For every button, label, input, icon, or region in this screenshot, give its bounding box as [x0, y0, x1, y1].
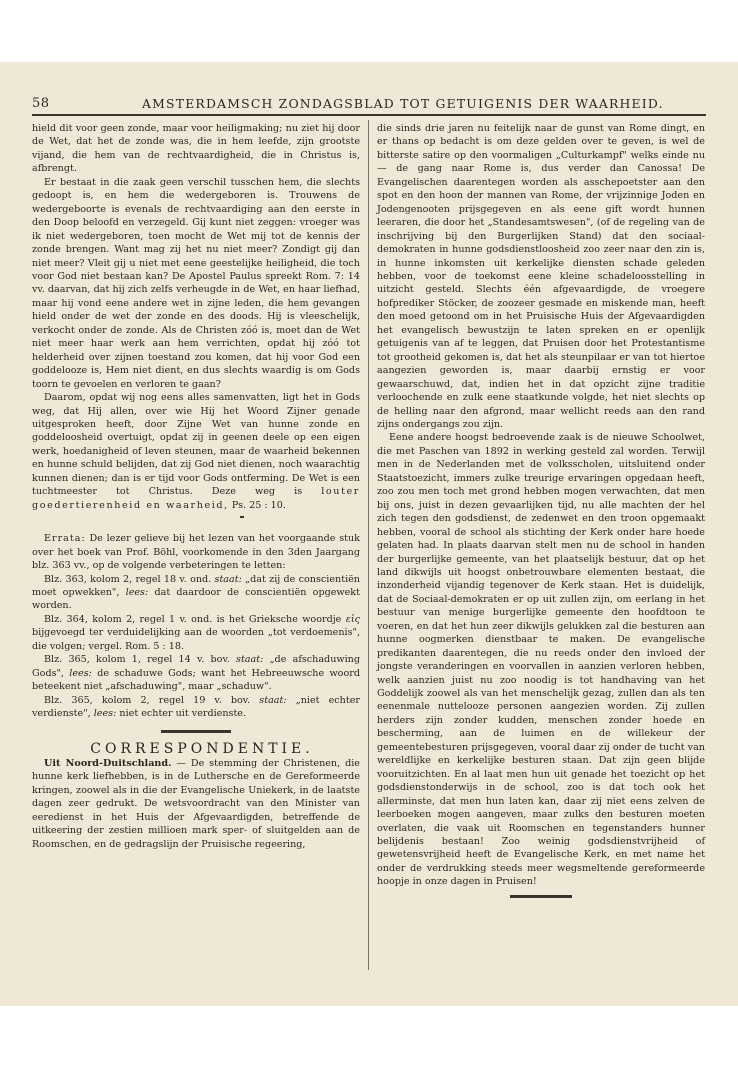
left-column	[32, 122, 360, 851]
paragraph: Er bestaat in die zaak geen verschil tusschen hem, die slechts gedoopt is, en hem die wedergeboren is. Trouwens de wedergeboorte is evenals de rechtvaardiging aan den eerste in den Doop beloofd en verzegeld. Gij kunt niet zeggen: vroeger was ik niet wedergeboren, toen mocht de Wet mij tot de kennis der zonde brengen. Want mag zij het nu niet meer? Zondigt gij dan niet meer? Vleit gij u niet met eene geestelijke heiligheid, die toch voor God niet bestaan kan? De Apostel Paulus spreekt Rom. 7: 14 vv. daarvan, dat hij zich zelfs verheugde in de Wet, en haar liefhad, maar hij vond eene andere wet in zijne leden, die hem gevangen hield onder de wet der zonde en des doods. Hij is vleeschelijk, verkocht onder de zonde. Als de Christen zóó is, moet dan de Wet niet meer haar werk aan hem verrichten, opdat hij zóó tot helderheid over zijnen toestand zou komen, dat hij voor God een goddelooze is, Hem niet dient, en dus slechts waardig is om Gods toorn te gevoelen en verloren te gaan?	[32, 176, 360, 390]
paragraph: Daarom, opdat wij nog eens alles samenvatten, ligt het in Gods weg, dat Hij allen, over wie Hij het Woord Zijner genade uitgesproken heeft, door Zijne Wet van hunne zonde en goddeloosheid overtuigt, opdat zij in geenen deele op een eigen werk, hoedanigheid of leven steunen, maar de waarheid bekennen en hunne schuld belijden, dat zij God niet dienen, noch waarachtig kunnen dienen; dan is er tijd voor Gods ontferming. De Wet is een tuchtmeester tot Christus. Deze weg is louter goedertierenheid en waarheid, Ps. 25 : 10.	[32, 392, 360, 511]
right-column	[377, 122, 705, 898]
paragraph: hield dit voor geen zonde, maar voor heiligmaking; nu ziet hij door de Wet, dat het de zonde was, die in hem leefde, zijn grootste vijand, die hem van de rechtvaardigheid, die in Christus is, afbrengt.	[32, 123, 360, 175]
page-header	[32, 96, 704, 112]
errata-section	[32, 532, 360, 720]
section-heading: CORRESPONDENTIE.	[90, 741, 314, 758]
dash-separator	[240, 516, 244, 518]
paragraph: Eene andere hoogst bedroevende zaak is de nieuwe Schoolwet, die met Paschen van 1892 in werking gesteld zal worden. Terwijl men in de Nederlanden met de volksscholen, uitsluitend onder Staatstoezicht, immers zulke treurige ervaringen opgedaan heeft, zoo zou men toch met grond hebben mogen verwachten, dat men bij ons, juist in dezen gevaarlijken tijd, nu alle machten der hel zich tegen den godsdienst, de zedenwet en den troon opgemaakt hebben, vooral de school als stichting der Kerk onder hare hoede gelaten had. In plaats daarvan stelt men nu de school in handen der burgerlijke gemeente, van het plaatselijk bestuur, dat op het land dikwijls uit hoogst onbetrouwbare elementen bestaat, die inzonderheid vijandig tegenover de Kerk staan. Het is duidelijk, dat de Sociaal-demokraten er op uit zullen zijn, om eerlang in het bestuur van menige burgerlijke gemeente den hoofdtoon te voeren, en dat het hun zeer dikwijls gelukken zal die besturen aan hunne oogmerken dienstbaar te maken. De evangelische predikanten daarentegen, die nu reeds onder den invloed der jongste veranderingen en voorvallen in aanzien verloren hebben, welk aanzien juist nu zoo noodig is tot handhaving van het Goddelijk zoowel als van het menschelijk gezag, zullen dan als ten eenenmale nuttelooze personen aangezien worden. Zij zullen herders zijn zonder kudden, menschen zonder hoede en bescherming, aan de luimen en de willekeur der gemeentebesturen prijsgegeven, vooral daar zij onder de tucht van wereldlijke en kerkelijke besturen staan. Dat zijn geen blijde vooruitzichten. En al laat men hun uit genade het toezicht op het godsdienstonderwijs in de school, zoo is dat toch ook het allerminste, dat men hun laten kan, daar zij niet eens zelven de leerboeken mogen aangeven, maar zulks den besturen moeten overlaten, die vaak uit Roomschen en tegenstanders hunner belijdenis bestaan! Zoo weinig godsdienstvrijheid of gewetensvrijheid heeft de Evangelische Kerk, en met name het onder de verdrukking steeds meer wegsmeltende gereformeerde hoopje in onze dagen in Pruisen!	[377, 432, 705, 888]
header-rule	[32, 114, 706, 116]
errata-intro: Errata: De lezer gelieve bij het lezen van het voorgaande stuk over het boek van Prof. Böhl, voorkomende in den 3den Jaargang blz. 363 vv., op de volgende verbeteringen te letten:	[32, 533, 360, 572]
errata-item: Blz. 365, kolom 2, regel 19 v. bov. staat: „niet echter verdienste", lees: niet echter uit verdienste.	[32, 694, 360, 720]
errata-label: Errata:	[44, 533, 86, 545]
scripture-reference: Ps. 25 : 10.	[231, 499, 286, 511]
newspaper-page	[0, 62, 738, 1006]
errata-item: Blz. 363, kolom 2, regel 18 v. ond. staat: „dat zij de conscientiën moet opwekken", lees: dat daardoor de conscientiën opgewekt worden.	[32, 573, 360, 612]
column-divider	[368, 120, 369, 970]
end-rule	[510, 895, 572, 898]
running-title: AMSTERDAMSCH ZONDAGSBLAD TOT GETUIGENIS DER WAARHEID.	[142, 96, 664, 111]
emphasis-text: louter goedertierenheid en waarheid,	[32, 486, 360, 511]
section-rule	[161, 730, 231, 733]
errata-item: Blz. 364, kolom 2, regel 1 v. ond. is het Grieksche woordje εἰς bijgevoegd ter verduidelijking aan de woorden „tot verdoemenis", die volgen; vergel. Rom. 5 : 18.	[32, 613, 360, 652]
page-number: 58	[32, 96, 50, 111]
errata-item: Blz. 365, kolom 1, regel 14 v. bov. staat: „de afschaduwing Gods", lees: de schaduwe Gods; want het Hebreeuwsche woord beteekent niet „afschaduwing", maar „schaduw".	[32, 654, 360, 693]
paragraph: die sinds drie jaren nu feitelijk naar de gunst van Rome dingt, en er thans op bedacht is om deze gelden over te geven, is wel de bitterste satire op den voormaligen „Culturkampf" welks einde nu — de gang naar Rome is, dus verder dan Canossa! De Evangelischen daarentegen worden als asschepoetster aan den spot en den hoon der mannen van Rome, der vrijzinnige Joden en Jodengenooten prijsgegeven en als eene gift wordt hunnen leeraren, die door het „Standesamtswesen", (of de regeling van de inschrijving bij den Burgerlijken Stand) dat den sociaal-demokraten in hunne godsdienstloosheid zoo zeer naar den zin is, in hunne inkomsten uit kerkelijke diensten schade geleden hebben, voor de toekomst eene kleine schadeloosstelling in uitzicht gesteld. Slechts één afgevaardigde, de vroegere hofprediker Stöcker, de zoozeer gesmade en miskende man, heeft den moed getoond om in het Pruisische Huis der Afgevaardigden het evangelisch bewustzijn te laten spreken en er openlijk getuigenis van af te leggen, dat Pruisen door het Protestantisme tot grootheid gekomen is, dat het als steunpilaar er van tot hiertoe aangezien geworden is, maar daarbij ernstig er voor gewaarschuwd, dat, indien het in dat opzicht zijne traditie verloochende en zulk eene staatkunde volgde, het niet slechts op de helling naar den afgrond, maar wellicht reeds aan den rand zijns ondergangs zou zijn.	[377, 123, 705, 430]
correspondence-strap: Uit Noord-Duitschland.	[44, 757, 172, 769]
correspondence-paragraph: Uit Noord-Duitschland. — De stemming der Christenen, die hunne kerk liefhebben, is in de Luthersche en de Gereformeerde kringen, zoowel als in die der Evangelische Uniekerk, in de laatste dagen zeer gedrukt. De wetsvoordracht van den Minister van eeredienst in het Huis der Afgevaardigden, betreffende de uitkeering der zestien millioen mark sper- of sluitgelden aan de Roomschen, en de gedragslijn der Pruisische regeering,	[32, 757, 360, 850]
